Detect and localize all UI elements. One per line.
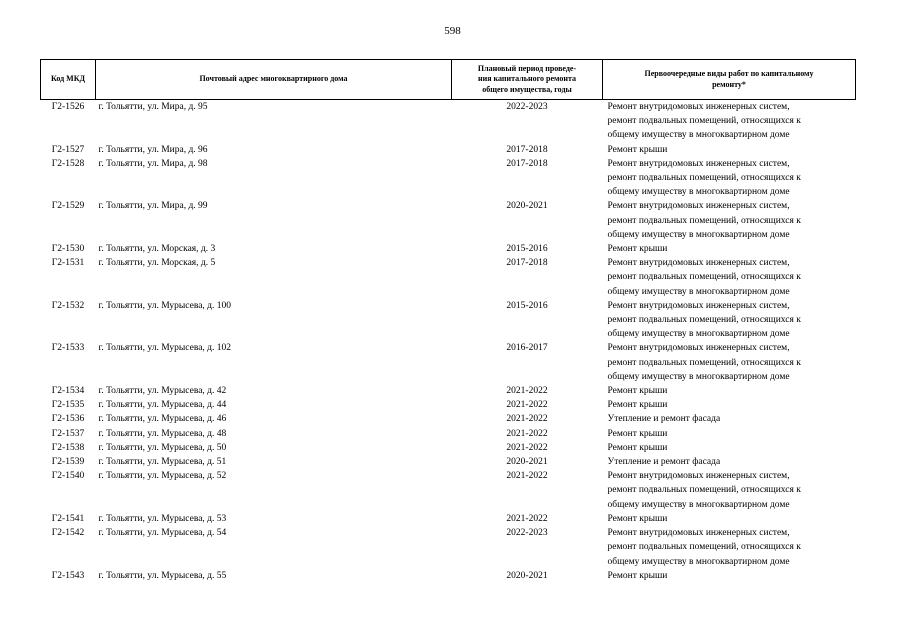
table-row <box>41 242 856 256</box>
table-row <box>41 512 856 526</box>
row-works-line: общему имуществу в многоквартирном доме <box>607 556 790 567</box>
row-code: Г2-1530 <box>51 244 85 255</box>
row-code: Г2-1529 <box>51 201 85 212</box>
table-row <box>41 412 856 426</box>
row-address: г. Тольятти, ул. Мурысева, д. 102 <box>98 343 231 354</box>
table-row <box>41 455 856 469</box>
table-row <box>41 569 856 583</box>
row-works <box>603 256 856 299</box>
table-row <box>41 100 856 143</box>
row-works <box>603 512 856 526</box>
row-works <box>603 427 856 441</box>
row-code: Г2-1531 <box>51 258 85 269</box>
row-code: Г2-1535 <box>51 400 85 411</box>
row-period: 2021-2022 <box>506 513 548 524</box>
row-works-line: общему имуществу в многоквартирном доме <box>607 229 790 240</box>
row-code: Г2-1532 <box>51 300 85 311</box>
row-works <box>603 242 856 256</box>
row-works-line: ремонт подвальных помещений, относящихся к <box>607 542 801 553</box>
row-address: г. Тольятти, ул. Мурысева, д. 52 <box>98 471 227 482</box>
row-works-line: Ремонт крыши <box>607 244 668 255</box>
table-row <box>41 384 856 398</box>
row-address: г. Тольятти, ул. Мира, д. 96 <box>98 144 208 155</box>
row-period: 2017-2018 <box>506 258 548 269</box>
row-works-line: ремонт подвальных помещений, относящихся к <box>607 485 801 496</box>
row-works-line: Ремонт внутридомовых инженерных систем, <box>607 158 790 169</box>
row-works <box>603 569 856 583</box>
row-works-line: ремонт подвальных помещений, относящихся к <box>607 215 801 226</box>
table-row <box>41 157 856 200</box>
row-address: г. Тольятти, ул. Мира, д. 99 <box>98 201 208 212</box>
row-works-line: общему имуществу в многоквартирном доме <box>607 286 790 297</box>
header-period <box>452 60 603 100</box>
header-works-line: Первоочередные виды работ по капитальному <box>644 69 814 78</box>
row-address: г. Тольятти, ул. Морская, д. 3 <box>98 244 216 255</box>
row-works <box>603 412 856 426</box>
row-works <box>603 341 856 384</box>
row-period: 2021-2022 <box>506 442 548 453</box>
header-period-line: ния капитального ремонта <box>478 74 576 84</box>
row-works-line: Утепление и ремонт фасада <box>607 414 721 425</box>
row-works-line: ремонт подвальных помещений, относящихся к <box>607 173 801 184</box>
row-code: Г2-1534 <box>51 386 85 397</box>
row-works-line: общему имуществу в многоквартирном доме <box>607 371 790 382</box>
row-works-line: ремонт подвальных помещений, относящихся к <box>607 357 801 368</box>
row-works-line: Ремонт крыши <box>607 144 668 155</box>
table-row <box>41 441 856 455</box>
row-works-line: ремонт подвальных помещений, относящихся к <box>607 315 801 326</box>
header-period-line: общего имущества, годы <box>482 84 572 94</box>
row-address: г. Тольятти, ул. Мурысева, д. 48 <box>98 428 227 439</box>
row-works <box>603 441 856 455</box>
row-address: г. Тольятти, ул. Мурысева, д. 44 <box>98 400 227 411</box>
row-code: Г2-1538 <box>51 442 85 453</box>
row-code: Г2-1527 <box>51 144 85 155</box>
row-address: г. Тольятти, ул. Мира, д. 95 <box>98 102 208 112</box>
row-period: 2017-2018 <box>506 158 548 169</box>
row-address: г. Тольятти, ул. Морская, д. 5 <box>98 258 216 269</box>
page-number: 598 <box>444 25 461 37</box>
row-code: Г2-1540 <box>51 471 85 482</box>
row-period: 2022-2023 <box>506 528 548 539</box>
table-body <box>41 100 856 583</box>
row-code: Г2-1541 <box>51 513 85 524</box>
header-works <box>603 60 856 100</box>
row-works-line: общему имуществу в многоквартирном доме <box>607 499 790 510</box>
row-address: г. Тольятти, ул. Мурысева, д. 55 <box>98 570 227 581</box>
row-period: 2015-2016 <box>506 244 548 255</box>
capital-repair-table <box>40 59 856 583</box>
row-period: 2016-2017 <box>506 343 548 354</box>
row-works-line: Ремонт внутридомовых инженерных систем, <box>607 300 790 311</box>
row-works <box>603 384 856 398</box>
row-address: г. Тольятти, ул. Мурысева, д. 53 <box>98 513 227 524</box>
row-works <box>603 143 856 157</box>
row-works <box>603 299 856 342</box>
row-works-line: Ремонт крыши <box>607 513 668 524</box>
row-works-line: Ремонт крыши <box>607 570 668 581</box>
header-period-line: Плановый период проведе- <box>477 63 577 73</box>
row-works-line: общему имуществу в многоквартирном доме <box>607 130 790 141</box>
row-period: 2020-2021 <box>506 201 548 212</box>
row-works-line: Ремонт крыши <box>607 400 668 411</box>
row-works-line: ремонт подвальных помещений, относящихся к <box>607 272 801 283</box>
row-works-line: Ремонт крыши <box>607 386 668 397</box>
table-row <box>41 143 856 157</box>
header-address: Почтовый адрес многоквартирного дома <box>96 60 452 100</box>
row-works-line: Ремонт внутридомовых инженерных систем, <box>607 528 790 539</box>
header-works-line: ремонту* <box>712 79 746 89</box>
row-period: 2021-2022 <box>506 400 548 411</box>
table-row <box>41 299 856 342</box>
row-period: 2022-2023 <box>506 102 548 112</box>
row-works-line: общему имуществу в многоквартирном доме <box>607 329 790 340</box>
row-address: г. Тольятти, ул. Мира, д. 98 <box>98 158 208 169</box>
row-works-line: Ремонт внутридомовых инженерных систем, <box>607 258 790 269</box>
row-period: 2020-2021 <box>506 457 548 468</box>
row-works-line: Ремонт внутридомовых инженерных систем, <box>607 201 790 212</box>
table-header-row <box>41 60 856 100</box>
row-period: 2015-2016 <box>506 300 548 311</box>
row-address: г. Тольятти, ул. Мурысева, д. 51 <box>98 457 227 468</box>
row-code: Г2-1533 <box>51 343 85 354</box>
row-period: 2021-2022 <box>506 471 548 482</box>
row-works <box>603 455 856 469</box>
header-code: Код МКД <box>41 60 96 100</box>
row-works-line: Ремонт внутридомовых инженерных систем, <box>607 471 790 482</box>
row-code: Г2-1528 <box>51 158 85 169</box>
table-row <box>41 199 856 242</box>
table-row <box>41 526 856 569</box>
row-works <box>603 199 856 242</box>
row-works-line: Ремонт крыши <box>607 428 668 439</box>
row-works-line: Ремонт внутридомовых инженерных систем, <box>607 102 790 112</box>
row-works-line: Ремонт внутридомовых инженерных систем, <box>607 343 790 354</box>
row-period: 2021-2022 <box>506 428 548 439</box>
row-code: Г2-1536 <box>51 414 85 425</box>
table-row <box>41 427 856 441</box>
row-code: Г2-1539 <box>51 457 85 468</box>
row-works-line: Ремонт крыши <box>607 442 668 453</box>
row-works <box>603 100 856 143</box>
row-address: г. Тольятти, ул. Мурысева, д. 42 <box>98 386 227 397</box>
row-code: Г2-1543 <box>51 570 85 581</box>
row-address: г. Тольятти, ул. Мурысева, д. 100 <box>98 300 231 311</box>
row-address: г. Тольятти, ул. Мурысева, д. 54 <box>98 528 227 539</box>
row-works-line: Утепление и ремонт фасада <box>607 457 721 468</box>
table-row <box>41 256 856 299</box>
row-works-line: общему имуществу в многоквартирном доме <box>607 187 790 198</box>
row-address: г. Тольятти, ул. Мурысева, д. 46 <box>98 414 227 425</box>
row-period: 2020-2021 <box>506 570 548 581</box>
table-row <box>41 469 856 512</box>
table-row <box>41 398 856 412</box>
row-works-line: ремонт подвальных помещений, относящихся к <box>607 116 801 127</box>
row-works <box>603 526 856 569</box>
row-period: 2017-2018 <box>506 144 548 155</box>
table-row <box>41 341 856 384</box>
row-works <box>603 469 856 512</box>
row-works <box>603 398 856 412</box>
row-period: 2021-2022 <box>506 386 548 397</box>
row-code: Г2-1526 <box>51 102 85 112</box>
row-code: Г2-1537 <box>51 428 85 439</box>
row-works <box>603 157 856 200</box>
row-code: Г2-1542 <box>51 528 85 539</box>
row-address: г. Тольятти, ул. Мурысева, д. 50 <box>98 442 227 453</box>
row-period: 2021-2022 <box>506 414 548 425</box>
